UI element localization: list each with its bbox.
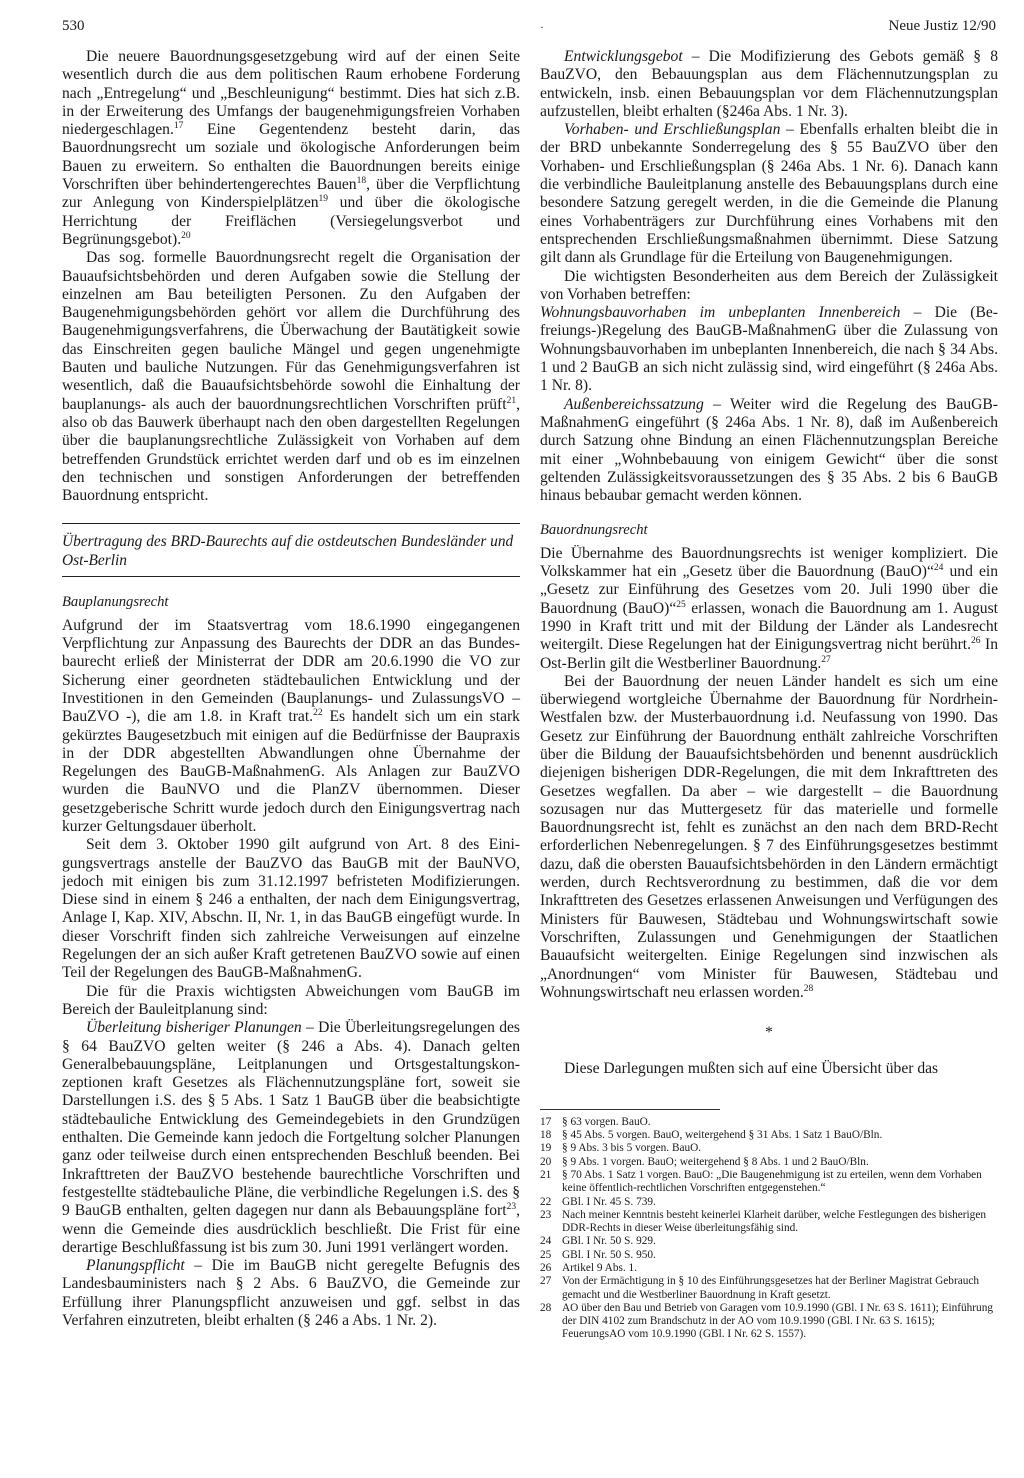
page-number: 530 — [62, 18, 85, 34]
footnote: 24 GBl. I Nr. 50 S. 929. — [540, 1235, 656, 1248]
footnote-ref: 27 — [821, 654, 831, 665]
footnote-ref: 26 — [971, 636, 981, 647]
paragraph: Diese Darlegungen mußten sich auf eine Übersicht über das — [564, 1060, 939, 1078]
paragraph: Aufgrund der im Staatsvertrag vom 18.6.1990 eingegangenen Verpflichtung zur Anpassung des Baurechts der DDR an das Bundesbaurecht erließ der Ministerrat der DDR am 20.6.1990 die VO zur Sicherung einer geordneten städtebaulichen Entwicklung und der Investitionen in den Gemeinden (Bauplanungs- und ZulassungsVO – BauZVO -), die am 1.8. in Kraft trat.$^{22}$ Es handelt sich um ein stark gekürztes Baugesetzbuch mit einigen auf die Bedürfnisse der Baupraxis in der DDR abgestellten Abwandlungen ohne Übernahme der Regelungen des BauGB-MaßnahmenG. Als Anlagen zur BauZVO wurden die BauNVO und die PlanZV übernommen. Dieser gesetzgeberische Schritt wurde jedoch durch den Einigungsvertrag nach kurzer Geltungsdauer überholt. — [62, 616, 520, 835]
left-column — [62, 48, 520, 1330]
footnote: 20 § 9 Abs. 1 vorgen. BauO; weitergehend § 8 Abs. 1 und 2 BauO/Bln. — [540, 1155, 869, 1168]
journal-issue: Neue Justiz 12/90 — [888, 18, 996, 34]
subheading: Bauordnungsrecht — [540, 522, 648, 539]
section-heading: Übertragung des BRD-Baurechts auf die ostdeutschen Bundesländer und Ost-Berlin — [62, 523, 520, 577]
right-column — [540, 48, 998, 1342]
paragraph: Außenbereichssatzung – Weiter wird die Regelung des BauGB-MaßnahmenG eingeführt (§ 246a Abs. 1 Nr. 8), daß im Außenbereich durch Satzung ohne Bindung an einen Flächennutzungsplan Bereiche mit einer „Wohnbebauung von einigem Gewicht“ über die sonst geltenden Zulässigkeitsvoraussetzungen des § 35 Abs. 2 bis 6 BauGB hinaus bebaubar gemacht werden können. — [540, 395, 998, 505]
footnote-ref: 21 — [506, 395, 517, 406]
paragraph: Das sog. formelle Bauordnungsrecht regelt die Organisation der Bauaufsichtsbehörden und deren Aufgaben sowie die Stellung der einzelnen am Bau beteiligten Personen. Zu den Aufgaben der Baugenehmigungsbehörden gehört vor allem die Durchführung des Baugenehmigungsverfahrens, die Überwachung der Bautätigkeit sowie das Einschreiten gegen bauliche Mängel und gegen ungenehmigte Bauten und bauliche Nutzungen. Für das Genehmigungsverfahren ist wesentlich, daß die Bauaufsichtsbehörde sowohl die Einhaltung der bauplanungs- als auch der bauordnungsrechtlichen Vorschriften prüft$^{21}$, also ob das Bauwerk überhaupt nach den oben dargestellten Regelungen über die bauplanungsrechtliche Zulässigkeit von Vorhaben auf dem betreffenden Grundstück errichtet werden darf und ob es im einzelnen den technischen und sonstigen Anforderungen der betreffenden Bauordnung entspricht. — [62, 249, 520, 505]
footnote-divider — [540, 1109, 720, 1110]
footnote: 21 § 70 Abs. 1 Satz 1 vorgen. BauO: „Die Baugenehmigung ist zu erteilen, wenn dem Vorhaben keine öffentlich-rechtlichen Vorschriften entgegenstehen.“ — [540, 1168, 982, 1195]
footnote: 28 AO über den Bau und Betrieb von Garagen vom 10.9.1990 (GBl. I Nr. 63 S. 1611); Einführung der DIN 4102 zum Brandschutz in der AO vom 10.9.1990 (GBl. I Nr. 63 S. 1615); FeuerungsAO vom 10.9.1990 (GBl. I Nr. 62 S. 1557). — [540, 1301, 993, 1341]
paragraph: Die Übernahme des Bauordnungsrechts ist weniger kompliziert. Die Volkskammer hat ein „Gesetz über die Bauordnung (BauO)“$^{24}$ und ein „Gesetz zur Einführung des Gesetzes vom 20. Juli 1990 über die Bauordnung (BauO)“$^{25}$ erlassen, wonach die Bauordnung am 1. August 1990 in Kraft tritt und mit der Bildung der Länder als Landesrecht weitergilt. Diese Regelungen hat der Einigungsvertrag nicht berührt.$^{26}$ In Ost-Berlin gilt die Westberliner Bauordnung.$^{27}$ — [540, 544, 998, 672]
footnote: 23 Nach meiner Kenntnis besteht keinerlei Klarheit darüber, welche Festlegungen des bisherigen DDR-Rechts in dieser Weise überleitungsfähig sind. — [540, 1208, 986, 1235]
footnote-ref: 19 — [318, 194, 329, 205]
footnotes — [540, 1116, 998, 1342]
paragraph: Die für die Praxis wichtigsten Abweichungen vom BauGB im Bereich der Bauleitplanung sind: — [62, 982, 520, 1018]
footnote-ref: 28 — [803, 983, 814, 994]
center-mark: · — [540, 20, 544, 34]
paragraph: Bei der Bauordnung der neuen Länder handelt es sich um eine überwiegend wortgleiche Übernahme der Bauordnung für Nordrhein-Westfalen bzw. der Musterbauordnung i.d. Neufassung von 1990. Das Gesetz zur Einführung der Bauordnung enthält zahlreiche Vorschriften über die Bildung der Bauaufsichtsbehörden und benennt ausdrücklich diejenigen bisherigen DDR-Regelungen, die mit dem Inkrafttreten des Gesetzes wegfallen. Da aber – wie dargestellt – die Bauordnung sozusagen nur das Muttergesetz für das materielle und formelle Bauordnungsrecht ist, fehlt es zunächst an den nach dem BRD-Recht erforderlichen Nebenregelungen. § 7 des Einführungsgesetzes bestimmt dazu, daß die obersten Bauaufsichtsbehörden in den Ländern ermächtigt werden, durch Rechtsverordnung zu bestimmen, daß die vor dem Inkrafttreten des Gesetzes erlassenen Anweisungen und Verfügungen des Ministers für Bauwesen, Städtebau und Wohnungswirtschaft sowie Vorschriften, Zulassungen und Genehmigungen der Staatlichen Bauaufsicht weitergelten. Einige Regelungen sind inzwischen als „Anordnungen“ vom Minister für Bauwesen, Städtebau und Wohnungswirtschaft neu erlassen worden.$^{28}$ — [540, 672, 998, 1001]
footnote: 25 GBl. I Nr. 50 S. 950. — [540, 1248, 656, 1261]
footnote: 17 § 63 vorgen. BauO. — [540, 1115, 651, 1128]
footnote-ref: 20 — [181, 230, 191, 241]
footnote: 18 § 45 Abs. 5 vorgen. BauO, weitergehend § 31 Abs. 1 Satz 1 BauO/Bln. — [540, 1129, 883, 1142]
paragraph: Die neuere Bauordnungsgesetzgebung wird auf der einen Seite wesentlich durch die aus dem politischen Raum erhobene Forderung nach „Entregelung“ und „Beschleunigung“ bestimmt. Dies hat sich z.B. in der Erweiterung des Umfangs der baugenehmigungsfreien Vorhaben niedergeschlagen.$^{17}$ Eine Gegentendenz besteht darin, das Bauordnungsrecht um soziale und ökologische Anforderungen beim Bauen zu erweitern. So enthalten die Bauordnungen bereits einige Vorschriften über behindertengerechtes Bauen$^{18}$, über die Verpflichtung zur Anlegung von Kinderspielplätzen$^{19}$ und über die ökologische Herrichtung der Freiflächen (Versiegelungsverbot und Begrünungsgebot).$^{20}$ — [62, 48, 521, 248]
footnote-ref: 23 — [506, 1202, 517, 1213]
paragraph: Entwicklungsgebot – Die Modifizierung des Gebots gemäß § 8 BauZVO, den Bebauungsplan aus dem Flächennutzungsplan zu entwickeln, insb. einen Bebauungsplan vor dem Flächennutzungsplan aufzustellen, bleibt erhalten (§246a Abs. 1 Nr. 3). — [540, 48, 998, 120]
paragraph: Die wichtigsten Besonderheiten aus dem Bereich der Zulässigkeit von Vorhaben betreffen: — [540, 267, 998, 303]
subheading: Bauplanungsrecht — [62, 594, 169, 611]
footnote-ref: 22 — [313, 708, 323, 719]
paragraph: Vorhaben- und Erschließungsplan – Ebenfalls erhalten bleibt die in der BRD unbekannte Sonderregelung des § 55 BauZVO über den Vorhaben- und Erschließungsplan (§ 246a Abs. 1 Nr. 6). Danach kann die verbindliche Bauleitplanung anstelle des Bebauungsplans durch eine besondere Satzung geregelt werden, in die die Gemeinde die Planung eines Vorhabenträgers zur Durchführung eines Vorhabens mit den entsprechenden Erschließungsmaßnahmen übernimmt. Diese Satzung gilt dann als Grundlage für die Erteilung von Baugenehmigungen. — [540, 121, 998, 267]
paragraph: Wohnungsbauvorhaben im unbeplanten Innenbereich – Die (Befreiungs-)Regelung des BauGB-MaßnahmenG über die Zulassung von Wohnungsbauvorhaben im unbeplanten Innenbereich, die nach § 34 Abs. 1 und 2 BauGB an sich nicht zulässig sind, wird eingeführt (§ 246a Abs. 1 Nr. 8). — [540, 304, 998, 395]
footnote-ref: 18 — [356, 176, 367, 187]
footnote-ref: 17 — [173, 121, 184, 132]
paragraph: Überleitung bisheriger Planungen – Die Überleitungsregelungen des § 64 BauZVO gelten weiter (§ 246 a Abs. 4). Danach gelten Generalbebauungspläne, Leitplanungen und Ortsgestaltungskonzeptionen kraft Gesetzes als Flächennutzungspläne fort, soweit sie Darstellungen i.S. des § 5 Abs. 1 Satz 1 BauGB über die beabsichtigte städtebauliche Entwicklung des Gemeindegebiets in den Grundzügen enthalten. Die Gemeinde kann jedoch die Fortgeltung solcher Planungen ganz oder teilweise durch einen entsprechenden Beschluß beenden. Bei Inkrafttreten der BauZVO bestehende baurechtliche Vorschriften und festgestellte städtebauliche Pläne, die verbindliche Regelungen i.S. des § 9 BauGB enthalten, gelten dagegen nur dann als Bebauungspläne fort$^{23}$, wenn die Gemeinde dies ausdrücklich beschließt. Die Frist für eine derartige Beschlußfassung ist bis zum 30. Juni 1991 verlängert worden. — [62, 1019, 520, 1256]
footnote-ref: 25 — [676, 599, 686, 610]
footnote: 26 Artikel 9 Abs. 1. — [540, 1262, 637, 1274]
paragraph: Planungspflicht – Die im BauGB nicht geregelte Befugnis des Landesbauministers nach § 2 Abs. 6 BauZVO, die Gemeinde zur Erfüllung ihrer Planungspflicht anzuweisen und ggf. selbst in das Verfahren einzutreten, bleibt erhalten (§ 246 a Abs. 1 Nr. 2). — [62, 1257, 520, 1329]
paragraph: Seit dem 3. Oktober 1990 gilt aufgrund von Art. 8 des Einigungsvertrags anstelle der BauZVO das BauGB mit der BauNVO, jedoch mit einigen bis zum 31.12.1997 befristeten Modifizierungen. Diese sind in einem § 246 a enthalten, der nach dem Einigungsvertrag, Anlage I, Kap. XIV, Abschn. II, Nr. 1, in das BauGB eingefügt wurde. In dieser Vorschrift finden sich zahlreiche Verweisungen auf einzelne Regelungen der an sich außer Kraft getretenen BauZVO sowie auf einen Teil der Regelungen des BauGB-MaßnahmenG. — [62, 836, 520, 982]
page-header — [62, 18, 996, 40]
footnote-ref: 24 — [933, 563, 944, 574]
section-separator: * — [765, 1024, 773, 1042]
footnote: 22 GBl. I Nr. 45 S. 739. — [540, 1195, 656, 1208]
footnote: 27 Von der Ermächtigung in § 10 des Einführungsgesetzes hat der Berliner Magistrat Gebrauch gemacht und die Westberliner Bauordnung in Kraft gesetzt. — [540, 1275, 980, 1301]
footnote: 19 § 9 Abs. 3 bis 5 vorgen. BauO. — [540, 1142, 702, 1155]
